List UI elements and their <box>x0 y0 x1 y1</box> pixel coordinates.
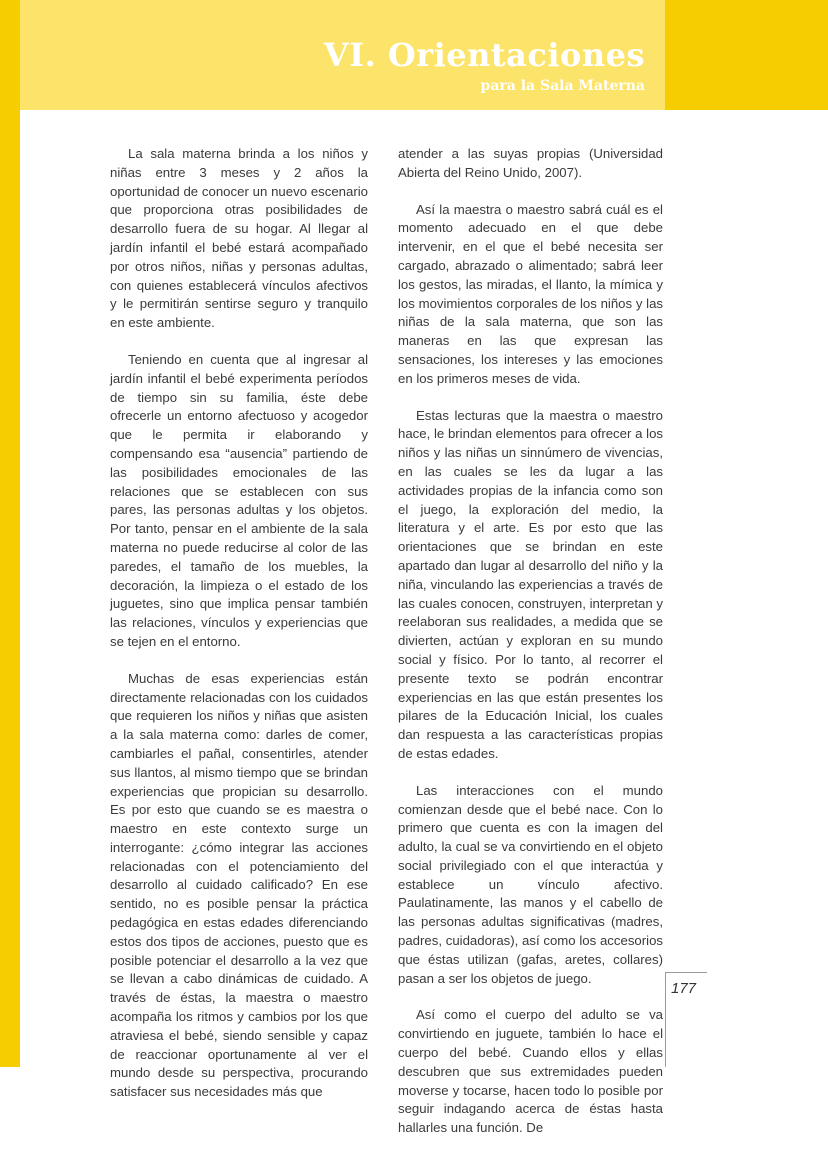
paragraph: La sala materna brinda a los niños y niñas entre 3 meses y 2 años la oportunidad de conocer un nuevo escenario que proporciona otras posibilidades de desarrollo fuera de su hogar. Al llegar al jardín infantil el bebé estará acompañado por otros niños, niñas y personas adultas, con quienes establecerá vínculos afectivos y le permitirán sentirse seguro y tranquilo en este ambiente. <box>110 146 368 331</box>
paragraph: Así la maestra o maestro sabrá cuál es el momento adecuado en el que debe intervenir, en el que el bebé necesita ser cargado, abrazado o alimentado; sabrá leer los gestos, las miradas, el llanto, la mímica y los movimientos corporales de los niños y las niñas de la sala materna, que son las maneras en las que expresan las sensaciones, los intereses y las emociones en los primeros meses de vida. <box>398 201 663 386</box>
paragraph: Las interacciones con el mundo comienzan desde que el bebé nace. Con lo primero que cuenta es con la imagen del adulto, la cual se va convirtiendo en el objeto social privilegiado con el que interactúa y establece un vínculo afectivo. Paulatinamente, las manos y el cabello de las personas adultas significativas (madres, padres, cuidadoras), así como los accesorios que éstas utilizan (gafas, aretes, collares) pasan a ser los objetos de juego. <box>398 782 663 986</box>
page-number-rule-horizontal <box>665 972 707 973</box>
paragraph-continued: atender a las suyas propias (Universidad Abierta del Reino Unido, 2007). <box>398 146 663 180</box>
chapter-subtitle: para la Sala Materna <box>480 78 645 94</box>
chapter-title: VI. Orientaciones <box>323 36 645 74</box>
paragraph: Estas lecturas que la maestra o maestro hace, le brindan elementos para ofrecer a los niños y las niñas un sinnúmero de vivencias, en las cuales se les da lugar a las actividades propias de la infancia como son el juego, la exploración del medio, la literatura y el arte. Es por esto que las orientaciones que se brindan en este apartado dan lugar al desarrollo del niño y la niña, vinculando las experiencias a través de las cuales conocen, construyen, interpretan y reelaboran sus realidades, a medida que se divierten, actúan y exploran en su mundo social y físico. Por lo tanto, al recorrer el presente texto se podrán encontrar experiencias en las que están presentes los pilares de la Educación Inicial, los cuales dan respuesta a las características propias de estas edades. <box>398 407 663 761</box>
header-corner-block <box>665 0 828 110</box>
right-text-column <box>398 145 663 1156</box>
left-accent-stripe <box>0 0 20 1067</box>
left-text-column <box>110 145 368 1120</box>
paragraph: Así como el cuerpo del adulto se va convirtiendo en juguete, también lo hace el cuerpo del bebé. Cuando ellos y ellas descubren que sus extremidades pueden moverse y tocarse, hacen todo lo posible por seguir indagando acerca de éstas hasta hallarles una función. De <box>398 1007 663 1136</box>
page-number: 177 <box>671 980 697 997</box>
paragraph: Muchas de esas experiencias están directamente relacionadas con los cuidados que requieren los niños y niñas que asisten a la sala materna como: darles de comer, cambiarles el pañal, consentirles, atender sus llantos, al mismo tiempo que se brindan experiencias que propician su desarrollo. Es por esto que cuando se es maestra o maestro en este contexto surge un interrogante: ¿cómo integrar las acciones relacionadas con el potenciamiento del desarrollo al cuidado calificado? En ese sentido, no es posible pensar la práctica pedagógica en estas edades diferenciando estos dos tipos de acciones, puesto que es posible potenciar el desarrollo a la vez que se llevan a cabo dinámicas de cuidado. A través de éstas, la maestra o maestro acompaña los ritmos y cambios por los que atraviesa el bebé, siendo sensible y capaz de reaccionar oportunamente al ver el mundo desde su perspectiva, procurando satisfacer sus necesidades más que <box>110 670 368 1100</box>
paragraph: Teniendo en cuenta que al ingresar al jardín infantil el bebé experimenta períodos de tiempo sin su familia, éste debe ofrecerle un entorno afectuoso y acogedor que le permita ir elaborando y compensando esa “ausencia” partiendo de las posibilidades emocionales de las relaciones que se establecen con sus pares, las personas adultas y los objetos. Por tanto, pensar en el ambiente de la sala materna no puede reducirse al color de las paredes, el tamaño de los muebles, la decoración, la limpieza o el estado de los juguetes, sino que implica pensar también las relaciones, vínculos y experiencias que se tejen en el entorno. <box>110 351 368 649</box>
page-number-rule-vertical <box>665 972 666 1067</box>
